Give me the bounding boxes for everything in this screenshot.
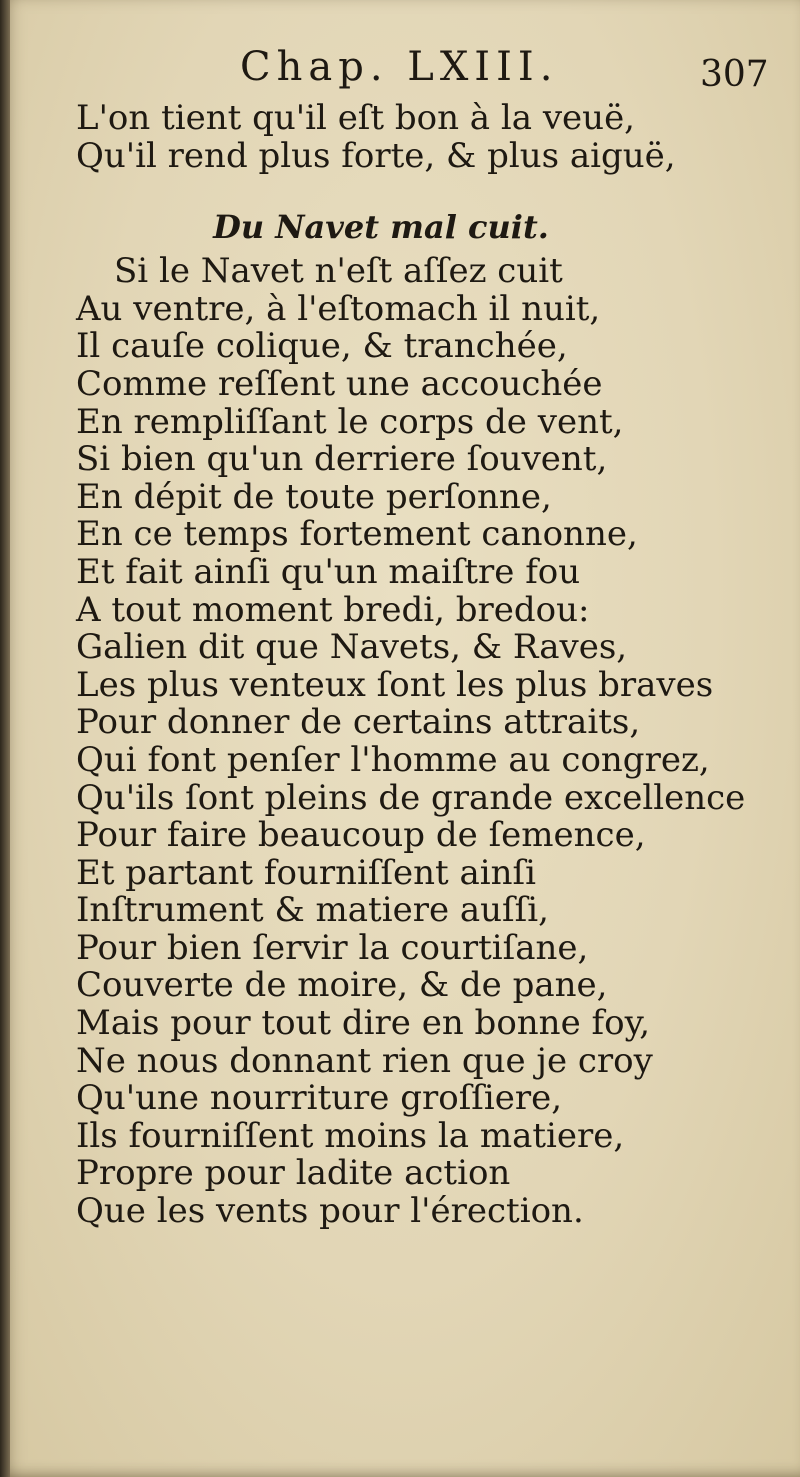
verse-line: Que les vents pour l'érection. — [76, 1191, 584, 1232]
verse-line: En rempliſſant le corps de vent, — [76, 401, 624, 442]
section-heading: Du Navet mal cuit. — [213, 208, 549, 247]
verse-line: Et partant fourniſſent ainſi — [76, 852, 537, 893]
verse-line: En dépit de toute perſonne, — [76, 476, 552, 517]
book-page — [10, 0, 800, 1477]
binding-edge — [0, 0, 10, 1477]
verse-line: L'on tient qu'il eſt bon à la veuë, — [76, 98, 635, 138]
verse-line: Comme reſſent une accouchée — [76, 363, 603, 404]
verse-line: Et fait ainſi qu'un maiſtre fou — [76, 551, 581, 592]
verse-line: Pour donner de certains attraits, — [76, 702, 641, 743]
verse-line: Si bien qu'un derriere ſouvent, — [76, 439, 608, 480]
verse-line: Si le Navet n'eſt aſſez cuit — [114, 251, 563, 292]
verse-line: Il cauſe colique, & tranchée, — [76, 326, 568, 367]
chapter-title: Chap. LXIII. — [240, 44, 559, 90]
verse-line: Propre pour ladite action — [76, 1153, 511, 1194]
verse-line: Inſtrument & matiere auſſi, — [76, 890, 549, 931]
verse-line: Pour faire beaucoup de ſemence, — [76, 815, 646, 856]
verse-line: Ils fourniſſent moins la matiere, — [76, 1115, 625, 1156]
verse-line: Les plus venteux ſont les plus braves — [76, 664, 714, 705]
verse-line: A tout moment bredi, bredou: — [76, 589, 590, 630]
text-block — [76, 100, 786, 1231]
verse-line: Couverte de moire, & de pane, — [76, 965, 608, 1006]
verse-line: Qu'ils ſont pleins de grande excellence — [76, 777, 746, 818]
verse-line: Qu'une nourriture groſſiere, — [76, 1078, 563, 1119]
verse-line: Ne nous donnant rien que je croy — [76, 1040, 653, 1081]
running-head — [10, 44, 800, 104]
verse-line: Pour bien ſervir la courtiſane, — [76, 927, 589, 968]
verse-line: Qui font penſer l'homme au congrez, — [76, 739, 710, 780]
verse-line: Galien dit que Navets, & Raves, — [76, 627, 628, 668]
page-number: 307 — [700, 54, 769, 95]
verse-line: Au ventre, à l'eſtomach il nuit, — [76, 288, 601, 329]
verse-line: Qu'il rend plus forte, & plus aiguë, — [76, 135, 676, 176]
verse-line: En ce temps fortement canonne, — [76, 514, 638, 555]
verse-line: Mais pour tout dire en bonne foy, — [76, 1003, 651, 1044]
